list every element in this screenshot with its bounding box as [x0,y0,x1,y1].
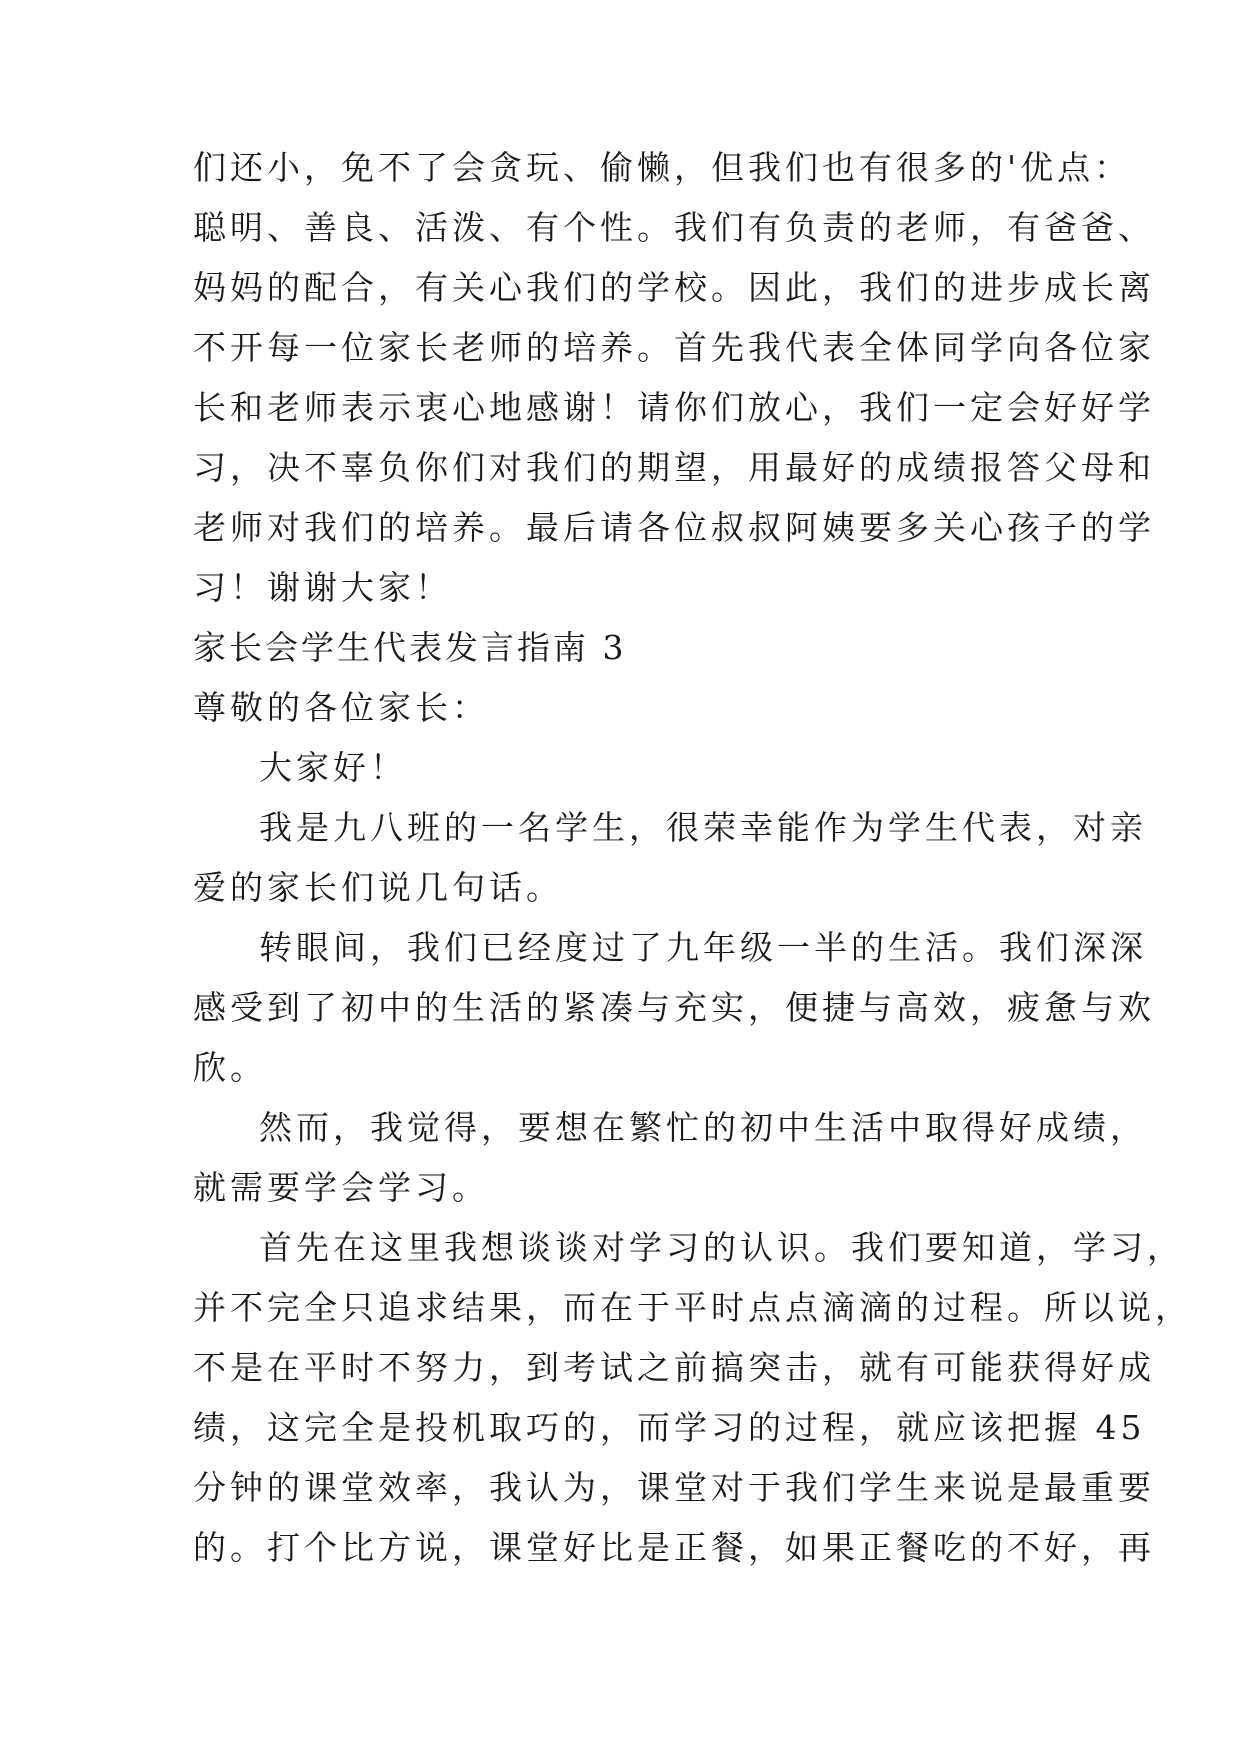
intro-line: 不开每一位家长老师的培养。首先我代表全体同学向各位家 [193,328,1155,367]
paragraph-line: 分钟的课堂效率，我认为，课堂对于我们学生来说是最重要 [193,1468,1155,1507]
intro-line: 妈妈的配合，有关心我们的学校。因此，我们的进步成长离 [193,268,1155,307]
paragraph-line: 然而，我觉得，要想在繁忙的初中生活中取得好成绩， [259,1108,1147,1147]
intro-line: 老师对我们的培养。最后请各位叔叔阿姨要多关心孩子的学 [193,508,1155,547]
paragraph-line: 感受到了初中的生活的紧凑与充实，便捷与高效，疲惫与欢 [193,988,1155,1027]
paragraph-line: 爱的家长们说几句话。 [193,868,563,907]
intro-line: 聪明、善良、活泼、有个性。我们有负责的老师，有爸爸、 [193,208,1155,247]
greeting: 大家好！ [259,748,407,787]
intro-line: 习！谢谢大家！ [193,568,452,607]
paragraph-line: 不是在平时不努力，到考试之前搞突击，就有可能获得好成 [193,1348,1155,1387]
paragraph-line: 首先在这里我想谈谈对学习的认识。我们要知道，学习， [259,1228,1184,1267]
paragraph-line: 转眼间，我们已经度过了九年级一半的生活。我们深深 [259,928,1147,967]
paragraph-line: 并不完全只追求结果，而在于平时点点滴滴的过程。所以说， [193,1288,1192,1327]
paragraph-line: 欣。 [193,1048,267,1087]
intro-line: 长和老师表示衷心地感谢！请你们放心，我们一定会好好学 [193,388,1155,427]
paragraph-line: 绩，这完全是投机取巧的，而学习的过程，就应该把握 45 [193,1408,1146,1447]
intro-line: 们还小，免不了会贪玩、偷懒，但我们也有很多的'优点： [193,148,1132,187]
paragraph-line: 的。打个比方说，课堂好比是正餐，如果正餐吃的不好，再 [193,1528,1155,1567]
paragraph-line: 就需要学会学习。 [193,1168,489,1207]
intro-line: 习，决不辜负你们对我们的期望，用最好的成绩报答父母和 [193,448,1155,487]
paragraph-line: 我是九八班的一名学生，很荣幸能作为学生代表，对亲 [259,808,1147,847]
section-title: 家长会学生代表发言指南 3 [193,628,627,667]
salutation: 尊敬的各位家长： [193,688,489,727]
